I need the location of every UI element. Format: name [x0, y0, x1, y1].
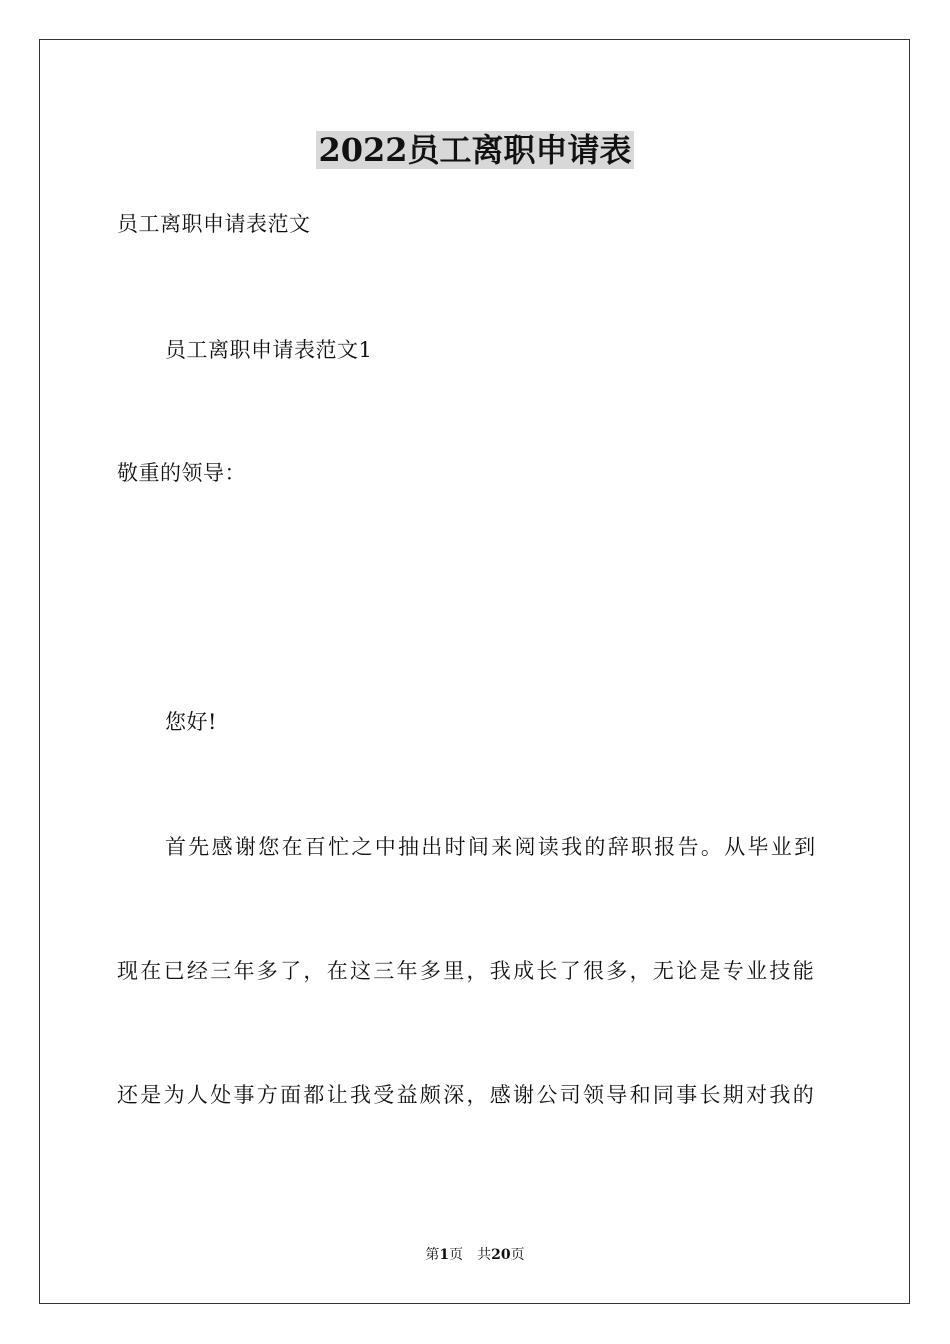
page-footer [0, 1245, 950, 1265]
section-heading: 员工离职申请表范文1 [165, 338, 373, 362]
footer-prefix: 第 [425, 1247, 440, 1263]
body-line: 还是为人处事方面都让我受益颇深，感谢公司领导和同事长期对我的 [117, 1083, 816, 1107]
footer-total-pages: 20 [491, 1247, 511, 1263]
document-title-text: 2022员工离职申请表 [318, 131, 632, 169]
footer-total-prefix: 共 [477, 1247, 492, 1263]
footer-page-number: 1 [439, 1247, 450, 1263]
greeting: 您好! [165, 710, 217, 734]
document-title [0, 128, 950, 172]
document-subtitle: 员工离职申请表范文 [117, 212, 311, 236]
footer-total-suffix: 页 [510, 1247, 525, 1263]
body-line: 首先感谢您在百忙之中抽出时间来阅读我的辞职报告。从毕业到 [165, 835, 818, 859]
salutation: 敬重的领导： [117, 461, 246, 485]
body-line: 现在已经三年多了，在这三年多里，我成长了很多，无论是专业技能 [117, 959, 816, 983]
footer-page-suffix: 页 [449, 1247, 464, 1263]
